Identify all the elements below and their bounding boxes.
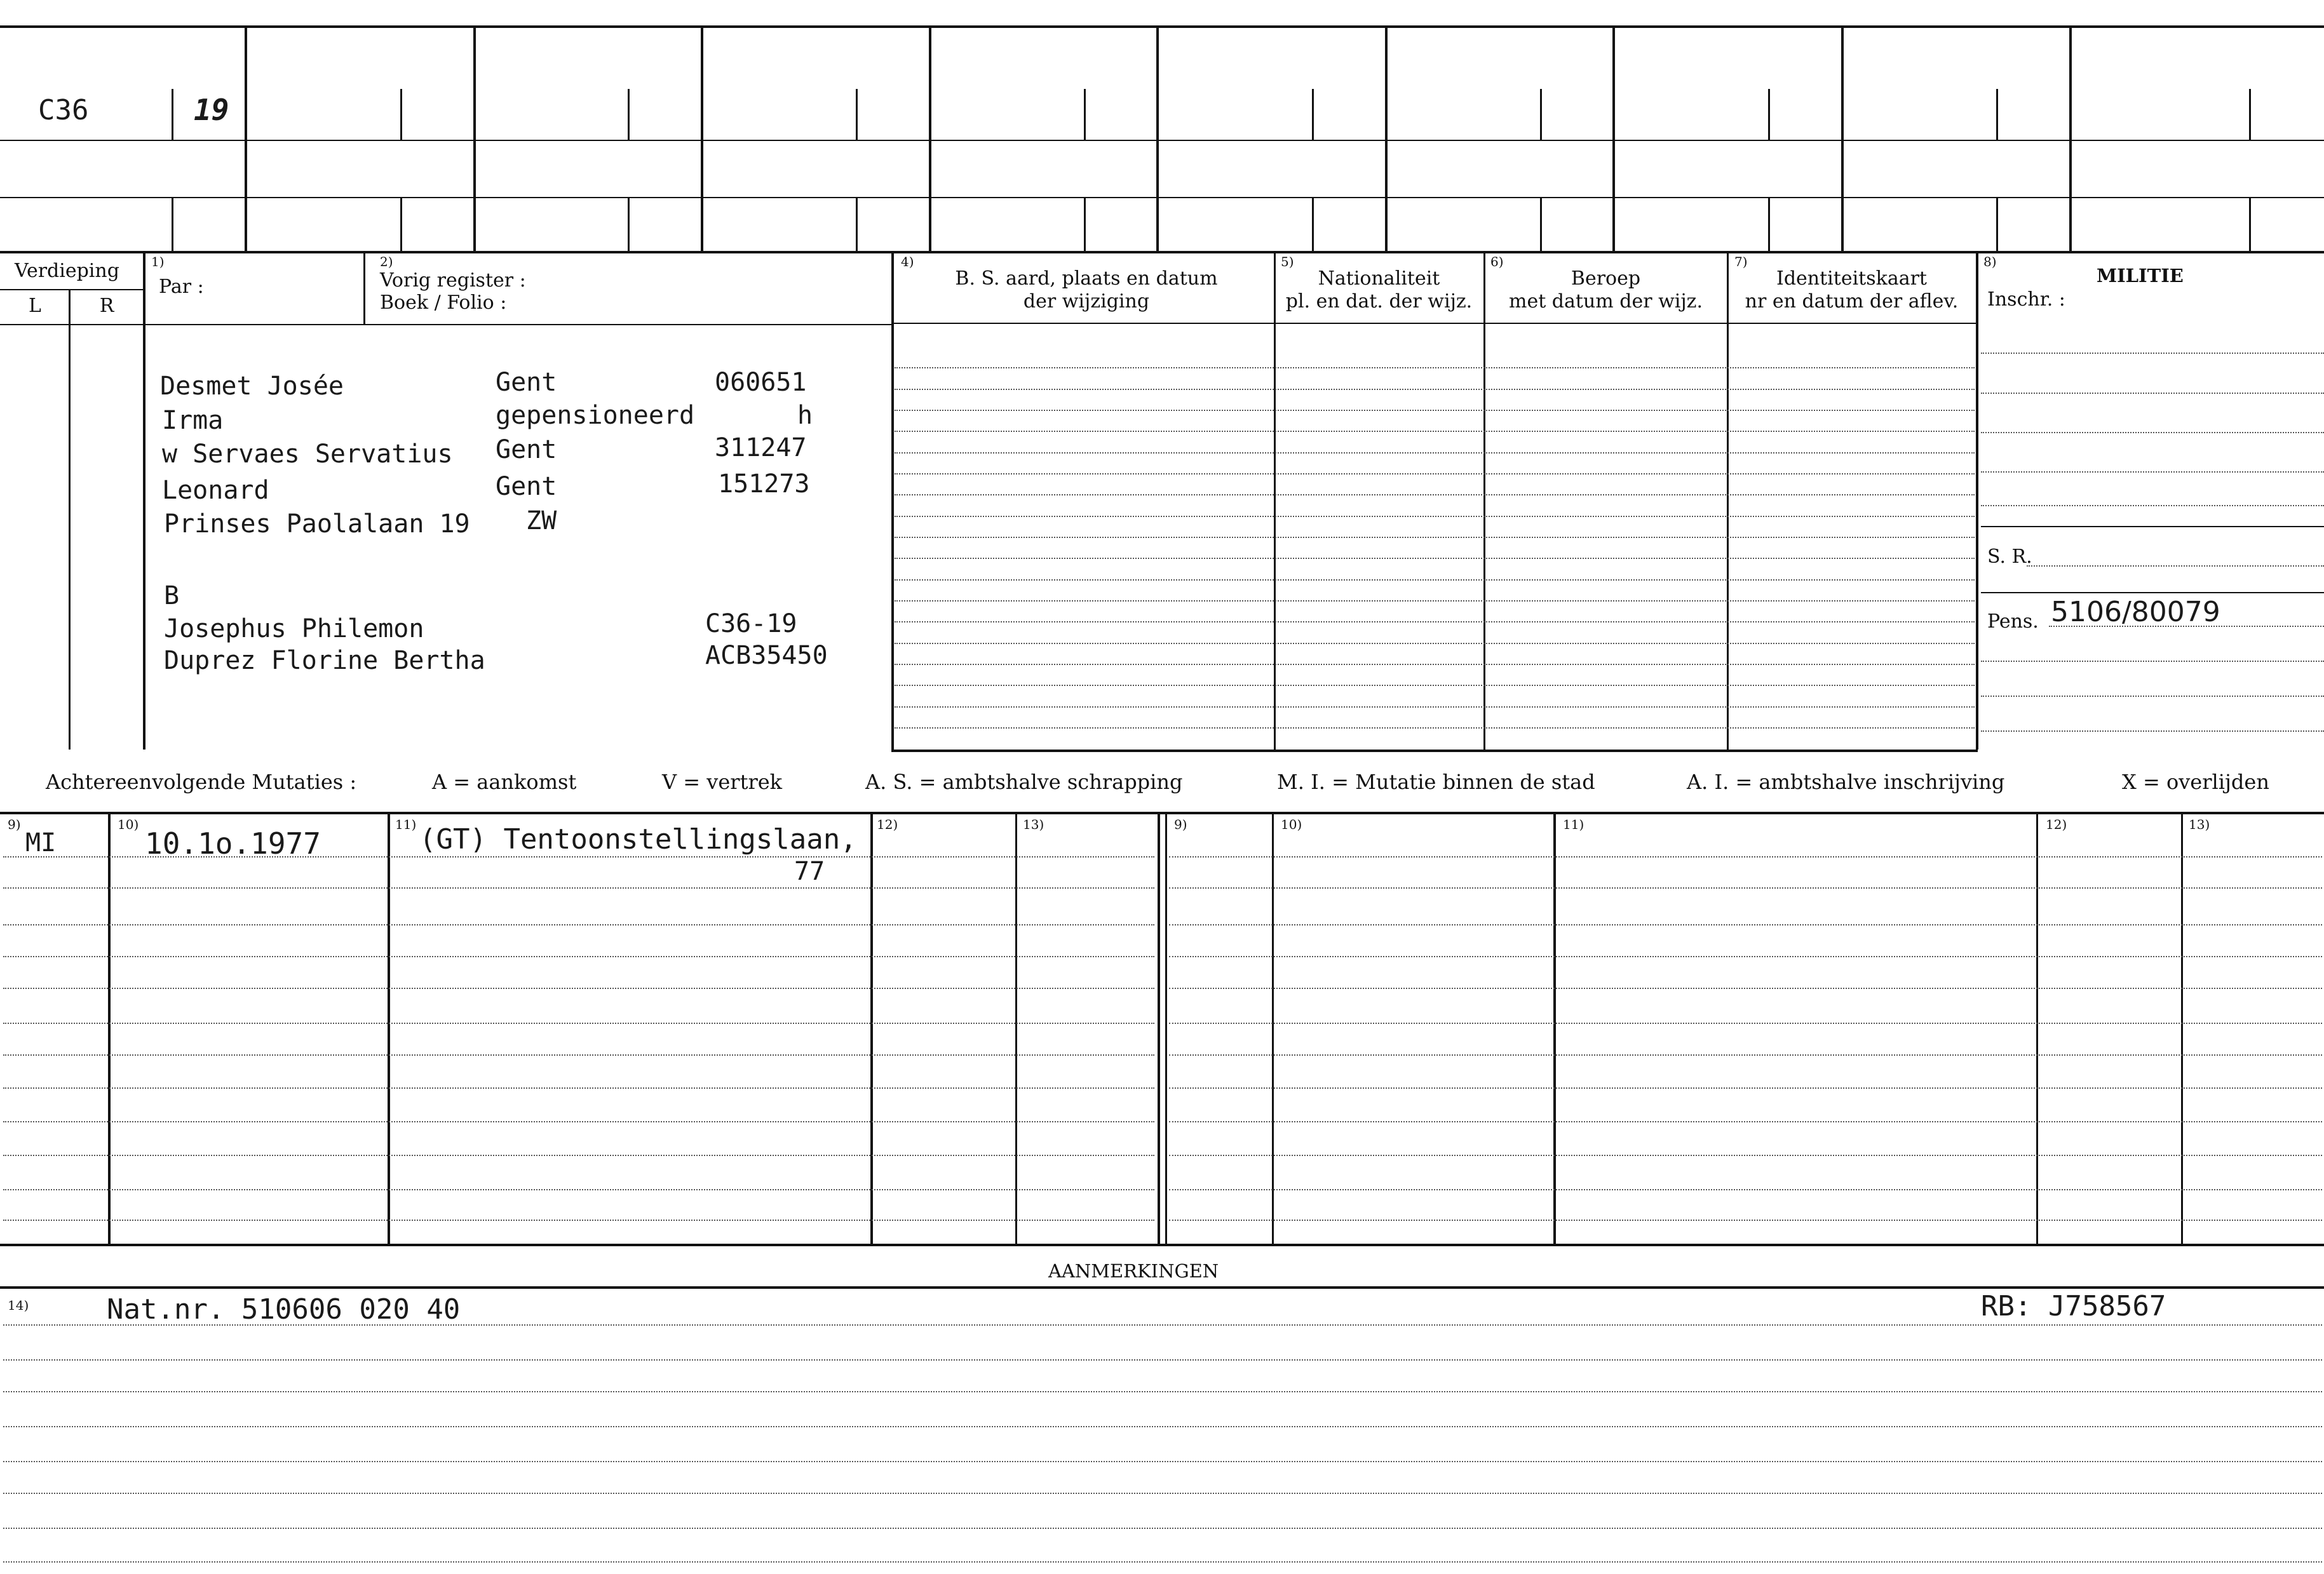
top-grid-divider bbox=[245, 25, 247, 251]
col-num-6: 6) bbox=[1490, 254, 1504, 269]
inschr-label: Inschr. : bbox=[1987, 288, 2065, 311]
col-divider bbox=[1483, 251, 1485, 750]
top-grid-tick bbox=[1996, 89, 1998, 140]
col-divider bbox=[143, 251, 145, 750]
legend-vertrek: V = vertrek bbox=[662, 770, 783, 794]
top-grid-tick bbox=[1084, 197, 1086, 251]
verdieping-rule bbox=[0, 289, 143, 290]
mutation-col-num: 13) bbox=[1023, 817, 1044, 832]
national-number: Nat.nr. 510606 020 40 bbox=[107, 1293, 461, 1326]
top-grid-tick bbox=[856, 197, 858, 251]
bs-header-line2: der wijziging bbox=[1023, 290, 1150, 313]
person-address-suffix: ZW bbox=[526, 506, 557, 535]
legend-ambtshalve-schrapping: A. S. = ambtshalve schrapping bbox=[865, 770, 1183, 794]
b-person-code: C36-19 bbox=[705, 609, 797, 638]
top-grid-tick bbox=[172, 89, 173, 140]
top-grid-tick bbox=[856, 89, 858, 140]
person-place: Gent bbox=[496, 435, 557, 464]
mutations-top-rule bbox=[0, 812, 2324, 814]
par-label: Par : bbox=[159, 276, 204, 298]
mutation-col-num: 10) bbox=[1281, 817, 1302, 832]
b-person-code: ACB35450 bbox=[705, 641, 828, 670]
b-person-name: Duprez Florine Bertha bbox=[164, 646, 485, 675]
col-num-1: 1) bbox=[151, 254, 165, 269]
top-grid-tick bbox=[628, 89, 630, 140]
person-place: gepensioneerd bbox=[496, 401, 695, 430]
mutation-col-divider bbox=[388, 813, 390, 1245]
person-name: Desmet Josée bbox=[160, 372, 344, 401]
top-grid-tick bbox=[1540, 89, 1542, 140]
col-num-7: 7) bbox=[1734, 254, 1748, 269]
mutation-col-num: 9) bbox=[8, 817, 21, 832]
mutation-col-divider bbox=[870, 813, 873, 1245]
person-name: w Servaes Servatius bbox=[162, 440, 453, 469]
legend-overlijden: X = overlijden bbox=[2122, 770, 2269, 794]
person-name: Irma bbox=[162, 406, 224, 435]
legend-aankomst: A = aankomst bbox=[432, 770, 577, 794]
mutation-col-num: 12) bbox=[877, 817, 898, 832]
top-grid-divider bbox=[1385, 25, 1388, 251]
militie-header: MILITIE bbox=[2097, 265, 2184, 286]
top-grid-tick bbox=[1312, 89, 1314, 140]
top-grid-tick bbox=[172, 197, 173, 251]
top-grid-rule-1 bbox=[0, 140, 2324, 141]
top-grid-tick bbox=[2249, 89, 2251, 140]
col-divider bbox=[1727, 251, 1729, 750]
mutation-col-divider bbox=[108, 813, 111, 1245]
remarks-num: 14) bbox=[8, 1298, 29, 1313]
register-number: 19 bbox=[194, 93, 229, 127]
col-l-label: L bbox=[29, 295, 41, 317]
mutation-address: (GT) Tentoonstellingslaan, bbox=[419, 823, 857, 856]
top-grid-tick bbox=[628, 197, 630, 251]
legend-mutatie-binnen-stad: M. I. = Mutatie binnen de stad bbox=[1277, 770, 1595, 794]
pens-label: Pens. bbox=[1987, 610, 2039, 633]
identiteitskaart-header-line2: nr en datum der aflev. bbox=[1745, 290, 1959, 313]
mutation-col-divider bbox=[1553, 813, 1556, 1245]
col-divider bbox=[1976, 251, 1978, 750]
mutation-col-num: 11) bbox=[395, 817, 417, 832]
remarks-title: AANMERKINGEN bbox=[1048, 1260, 1219, 1282]
top-grid-tick bbox=[1084, 89, 1086, 140]
col-num-4: 4) bbox=[901, 254, 914, 269]
militie-separator bbox=[1981, 592, 2324, 593]
person-place: Gent bbox=[496, 472, 557, 501]
rb-number: RB: J758567 bbox=[1981, 1290, 2166, 1322]
top-grid-tick bbox=[400, 197, 402, 251]
mutation-address-number: 77 bbox=[794, 857, 825, 886]
col-divider bbox=[891, 251, 894, 750]
pens-value: 5106/80079 bbox=[2051, 596, 2220, 628]
col-r-label: R bbox=[99, 295, 114, 317]
mutation-col-num: 13) bbox=[2189, 817, 2210, 832]
col-divider bbox=[1274, 251, 1276, 750]
top-grid-tick bbox=[2249, 197, 2251, 251]
top-grid-tick bbox=[1768, 197, 1770, 251]
b-person-name: Josephus Philemon bbox=[164, 614, 424, 643]
top-grid-divider bbox=[2069, 25, 2072, 251]
top-border bbox=[0, 25, 2324, 28]
person-address: Prinses Paolalaan 19 bbox=[164, 509, 470, 539]
legend-intro: Achtereenvolgende Mutaties : bbox=[46, 770, 357, 794]
person-code: 060651 bbox=[715, 368, 807, 397]
legend-ambtshalve-inschrijving: A. I. = ambtshalve inschrijving bbox=[1687, 770, 2005, 794]
beroep-header-line1: Beroep bbox=[1571, 267, 1641, 290]
nationaliteit-header-line1: Nationaliteit bbox=[1318, 267, 1440, 290]
militie-separator bbox=[1981, 526, 2324, 527]
col-num-2: 2) bbox=[380, 254, 393, 269]
mutation-col-divider bbox=[1015, 813, 1017, 1245]
nationaliteit-header-line2: pl. en dat. der wijz. bbox=[1285, 290, 1473, 313]
b-label: B bbox=[164, 581, 180, 610]
col-divider-lr bbox=[69, 289, 71, 750]
person-code: 151273 bbox=[718, 469, 810, 499]
beroep-header-line2: met datum der wijz. bbox=[1509, 290, 1703, 313]
boek-folio-label: Boek / Folio : bbox=[380, 292, 507, 314]
col-num-8: 8) bbox=[1983, 254, 1997, 269]
top-grid-tick bbox=[1768, 89, 1770, 140]
mutation-date: 10.1o.1977 bbox=[145, 826, 321, 861]
top-grid-tick bbox=[1996, 197, 1998, 251]
vorig-register-label: Vorig register : bbox=[380, 269, 526, 292]
remarks-top-rule bbox=[0, 1286, 2324, 1289]
col-divider bbox=[363, 251, 365, 324]
mutations-bottom-rule bbox=[0, 1244, 2324, 1246]
col-num-5: 5) bbox=[1281, 254, 1294, 269]
top-grid-divider bbox=[701, 25, 703, 251]
top-grid-divider bbox=[1156, 25, 1159, 251]
mutation-col-divider bbox=[1165, 813, 1167, 1245]
person-block-bottom bbox=[891, 750, 1978, 752]
mutation-col-num: 10) bbox=[118, 817, 139, 832]
person-name: Leonard bbox=[162, 476, 269, 505]
mutation-col-divider bbox=[1272, 813, 1274, 1245]
top-grid-tick bbox=[400, 89, 402, 140]
top-grid-divider bbox=[1841, 25, 1844, 251]
identiteitskaart-header-line1: Identiteitskaart bbox=[1776, 267, 1927, 290]
top-grid-divider bbox=[473, 25, 476, 251]
sr-label: S. R. bbox=[1987, 546, 2032, 568]
top-grid-divider bbox=[1612, 25, 1615, 251]
person-code: 311247 bbox=[715, 433, 807, 462]
mutation-col-num: 12) bbox=[2046, 817, 2067, 832]
header-bottom-rule bbox=[0, 324, 891, 325]
mutation-col-divider bbox=[2036, 813, 2038, 1245]
top-grid-tick bbox=[1312, 197, 1314, 251]
top-grid-divider bbox=[929, 25, 931, 251]
mutation-col-num: 9) bbox=[1174, 817, 1187, 832]
mutation-type: MI bbox=[25, 828, 57, 858]
person-code: h bbox=[797, 401, 813, 430]
top-grid-tick bbox=[1540, 197, 1542, 251]
mutation-col-divider bbox=[1158, 813, 1160, 1245]
bs-header-line1: B. S. aard, plaats en datum bbox=[955, 267, 1218, 290]
mutation-col-num: 11) bbox=[1563, 817, 1584, 832]
mutation-col-divider bbox=[2181, 813, 2183, 1245]
verdieping-label: Verdieping bbox=[15, 260, 119, 282]
header-bottom-rule bbox=[891, 323, 1978, 324]
top-grid-rule-2 bbox=[0, 197, 2324, 198]
register-code: C36 bbox=[38, 94, 89, 126]
person-place: Gent bbox=[496, 368, 557, 397]
